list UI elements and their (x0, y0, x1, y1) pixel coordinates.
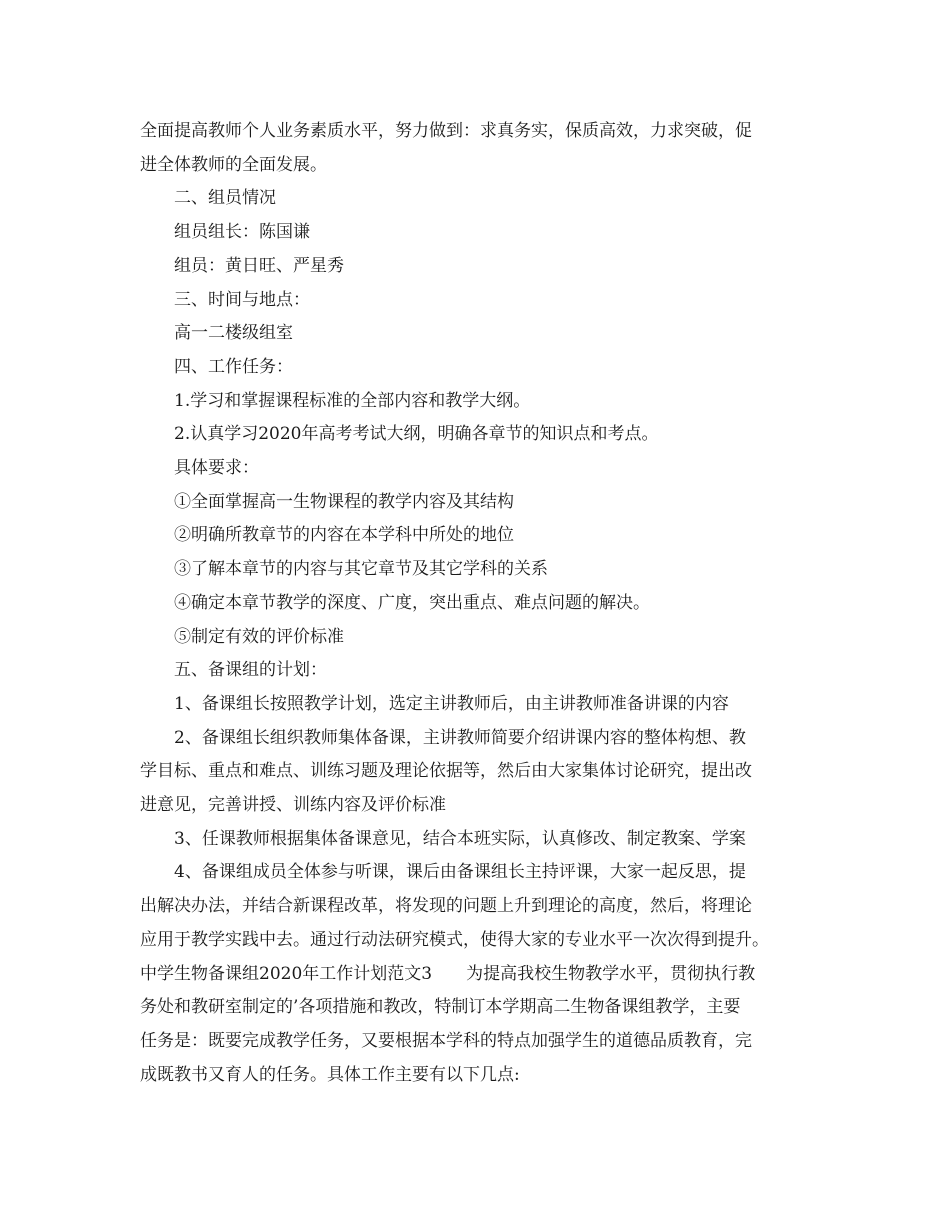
list-item: 3、任课教师根据集体备课意见，结合本班实际，认真修改、制定教案、学案 (174, 828, 746, 849)
document-body (140, 115, 820, 1092)
paragraph-line: 进意见，完善讲授、训练内容及评价标准 (140, 795, 446, 816)
section-heading: 四、工作任务： (174, 356, 293, 377)
list-item: ①全面掌握高一生物课程的教学内容及其结构 (174, 491, 514, 512)
section-heading: 五、备课组的计划： (174, 660, 327, 681)
list-item: 1.学习和掌握课程标准的全部内容和教学大纲。 (174, 390, 531, 411)
paragraph-line: 具体要求： (174, 458, 259, 479)
paragraph-line: 全面提高教师个人业务素质水平，努力做到：求真务实，保质高效，力求突破，促 (140, 121, 752, 141)
paragraph-line: 组员组长：陈国谦 (174, 222, 310, 243)
paragraph-line: 务处和教研室制定的’各项措施和教改，特制订本学期高二生物备课组教学，主要 (140, 997, 741, 1018)
list-item: ⑤制定有效的评价标准 (174, 626, 344, 647)
list-item: 4、备课组成员全体参与听课，课后由备课组长主持评课，大家一起反思，提 (174, 862, 746, 883)
paragraph-line: 学目标、重点和难点、训练习题及理论依据等，然后由大家集体讨论研究，提出改 (140, 761, 752, 782)
paragraph-line: 成既教书又育人的任务。具体工作主要有以下几点: (140, 1064, 520, 1085)
list-item: 2.认真学习2020年高考考试大纲，明确各章节的知识点和考点。 (174, 424, 659, 445)
list-item: ②明确所教章节的内容在本学科中所处的地位 (174, 525, 514, 546)
paragraph-line: 中学生物备课组2020年工作计划范文3 为提高我校生物教学水平，贯彻执行教 (140, 963, 756, 984)
list-item: ④确定本章节教学的深度、广度，突出重点、难点问题的解决。 (174, 592, 650, 613)
paragraph-line: 高一二楼级组室 (174, 323, 293, 344)
paragraph-line: 任务是：既要完成教学任务，又要根据本学科的特点加强学生的道德品质教育，完 (140, 1030, 752, 1051)
paragraph-line: 进全体教师的全面发展。 (140, 154, 327, 175)
paragraph-line: 组员：黄日旺、严星秀 (174, 255, 344, 276)
paragraph-line: 应用于教学实践中去。通过行动法研究模式，使得大家的专业水平一次次得到提升。 (140, 929, 769, 950)
list-item: 2、备课组长组织教师集体备课，主讲教师简要介绍讲课内容的整体构想、教 (174, 727, 746, 748)
list-item: ③了解本章节的内容与其它章节及其它学科的关系 (174, 559, 548, 580)
list-item: 1、备课组长按照教学计划，选定主讲教师后，由主讲教师准备讲课的内容 (174, 693, 729, 714)
section-heading: 二、组员情况 (174, 188, 276, 209)
paragraph-line: 出解决办法，并结合新课程改革，将发现的问题上升到理论的高度，然后，将理论 (140, 896, 752, 917)
section-heading: 三、时间与地点： (174, 289, 310, 310)
